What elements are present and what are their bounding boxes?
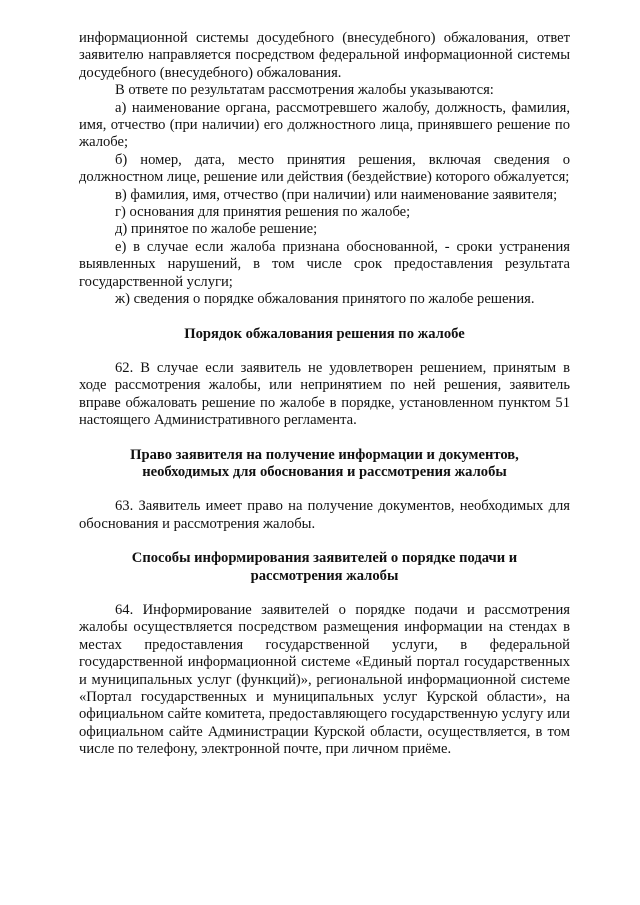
intro-paragraph: информационной системы досудебного (внесудебного) обжалования, ответ заявителю направляется посредством федеральной информационной системы досудебного (внесудебного) обжалования.	[79, 30, 570, 81]
answer-contents-lead: В ответе по результатам рассмотрения жалобы указываются:	[115, 82, 494, 99]
paragraph-62: 62. В случае если заявитель не удовлетворен решением, принятым в ходе рассмотрения жалобы, или непринятием по ней решения, заявитель вправе обжаловать решение по жалобе в порядке, установленном пунктом 51 настоящего Административного регламента.	[79, 359, 570, 429]
list-item-b: б) номер, дата, место принятия решения, включая сведения о должностном лице, решение или действия (бездействие) которого обжалуется;	[79, 151, 570, 186]
list-item-v: в) фамилия, имя, отчество (при наличии) или наименование заявителя;	[115, 186, 558, 203]
section-heading-rights-line2: необходимых для обоснования и рассмотрения жалобы	[142, 463, 507, 480]
list-item-e: е) в случае если жалоба признана обоснованной, - сроки устранения выявленных нарушений, в том числе срок предоставления результата государственной услуги;	[79, 238, 570, 290]
paragraph-63: 63. Заявитель имеет право на получение документов, необходимых для обоснования и рассмотрения жалобы.	[79, 498, 570, 532]
section-heading-informing	[79, 550, 570, 585]
section-heading-informing-line1: Способы информирования заявителей о порядке подачи и	[131, 550, 518, 567]
section-heading-appeal: Порядок обжалования решения по жалобе	[184, 325, 465, 342]
list-item-g: г) основания для принятия решения по жалобе;	[115, 204, 411, 221]
paragraph-64: 64. Информирование заявителей о порядке подачи и рассмотрения жалобы осуществляется посредством размещения информации на стендах в местах предоставления государственной услуги, в федеральной государственной информационной системе «Единый портал государственных и муниципальных услуг (функций)», региональной информационной системе «Портал государственных и муниципальных услуг Курской области», на официальном сайте комитета, предоставляющего государственную услугу или официальном сайте Администрации Курской области, осуществляется, в том числе по телефону, электронной почте, при личном приёме.	[79, 601, 570, 758]
list-item-zh: ж) сведения о порядке обжалования принятого по жалобе решения.	[115, 291, 535, 308]
section-heading-informing-line2: рассмотрения жалобы	[250, 567, 399, 584]
list-item-a: а) наименование органа, рассмотревшего жалобу, должность, фамилия, имя, отчество (при наличии) его должностного лица, принявшего решение по жалобе;	[79, 99, 570, 151]
list-item-d: д) принятое по жалобе решение;	[115, 221, 318, 238]
section-heading-rights	[79, 447, 570, 482]
section-heading-rights-line1: Право заявителя на получение информации и документов,	[130, 446, 519, 463]
